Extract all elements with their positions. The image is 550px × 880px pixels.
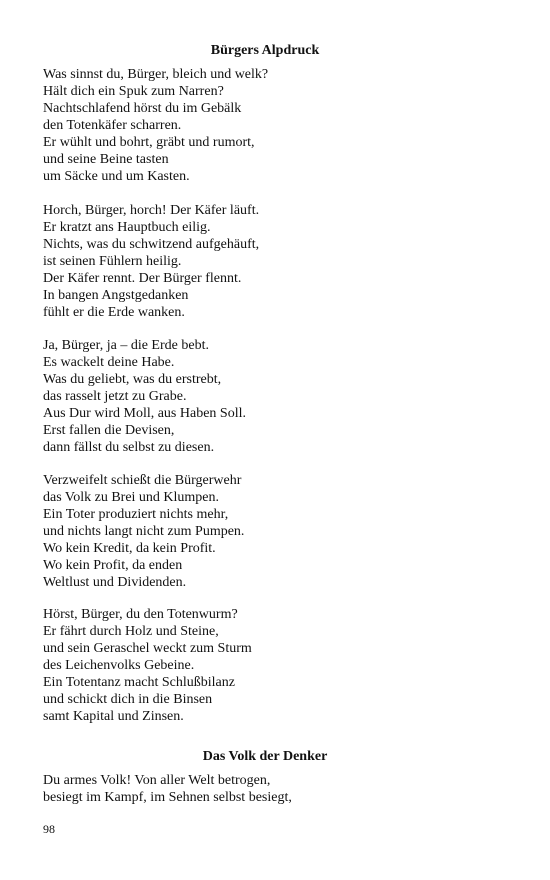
stanza-3 [43,337,246,456]
verse-line: Ein Totentanz macht Schlußbilanz [43,675,235,690]
verse-line: das Volk zu Brei und Klumpen. [43,490,220,505]
poem-title: Bürgers Alpdruck [210,43,320,58]
verse-line: Hörst, Bürger, du den Totenwurm? [43,607,238,622]
page-number: 98 [43,822,55,836]
verse-line: Hält dich ein Spuk zum Narren? [43,84,224,99]
verse-line: Nachtschlafend hörst du im Gebälk [43,101,242,116]
stanza-5 [43,606,252,725]
verse-line: Der Käfer rennt. Der Bürger flennt. [43,271,242,286]
verse-line: Du armes Volk! Von aller Welt betrogen, [43,773,271,788]
stanza-1 [43,66,268,185]
verse-line: besiegt im Kampf, im Sehnen selbst besiegt, [43,790,292,805]
verse-line: und sein Geraschel weckt zum Sturm [43,641,252,656]
verse-line: Horch, Bürger, horch! Der Käfer läuft. [43,203,260,218]
verse-line: samt Kapital und Zinsen. [43,709,184,724]
verse-line: und nichts langt nicht zum Pumpen. [43,524,245,539]
verse-line: Weltlust und Dividenden. [43,575,187,590]
verse-line: Er wühlt und bohrt, gräbt und rumort, [43,135,255,150]
verse-line: den Totenkäfer scharren. [43,118,182,133]
verse-line: und seine Beine tasten [43,152,169,167]
verse-line: das rasselt jetzt zu Grabe. [43,389,187,404]
stanza-2 [43,202,259,321]
verse-line: Er fährt durch Holz und Steine, [43,624,219,639]
stanza-1 [43,772,292,806]
verse-line: In bangen Angstgedanken [43,288,189,303]
verse-line: Aus Dur wird Moll, aus Haben Soll. [43,406,246,421]
verse-line: Er kratzt ans Hauptbuch eilig. [43,220,211,235]
verse-line: Erst fallen die Devisen, [43,423,175,438]
verse-line: Verzweifelt schießt die Bürgerwehr [43,473,242,488]
verse-line: Wo kein Profit, da enden [43,558,183,573]
verse-line: ist seinen Fühlern heilig. [43,254,182,269]
verse-line: Ja, Bürger, ja – die Erde bebt. [43,338,209,353]
verse-line: Was du geliebt, was du erstrebt, [43,372,222,387]
verse-line: um Säcke und um Kasten. [43,169,190,184]
stanza-4 [43,472,244,591]
verse-line: Nichts, was du schwitzend aufgehäuft, [43,237,260,252]
verse-line: Was sinnst du, Bürger, bleich und welk? [43,67,269,82]
verse-line: dann fällst du selbst zu diesen. [43,440,215,455]
verse-line: Ein Toter produziert nichts mehr, [43,507,229,522]
verse-line: fühlt er die Erde wanken. [43,305,185,320]
verse-line: Es wackelt deine Habe. [43,355,175,370]
poem-title: Das Volk der Denker [202,749,328,764]
verse-line: Wo kein Kredit, da kein Profit. [43,541,216,556]
verse-line: des Leichenvolks Gebeine. [43,658,195,673]
verse-line: und schickt dich in die Binsen [43,692,213,707]
